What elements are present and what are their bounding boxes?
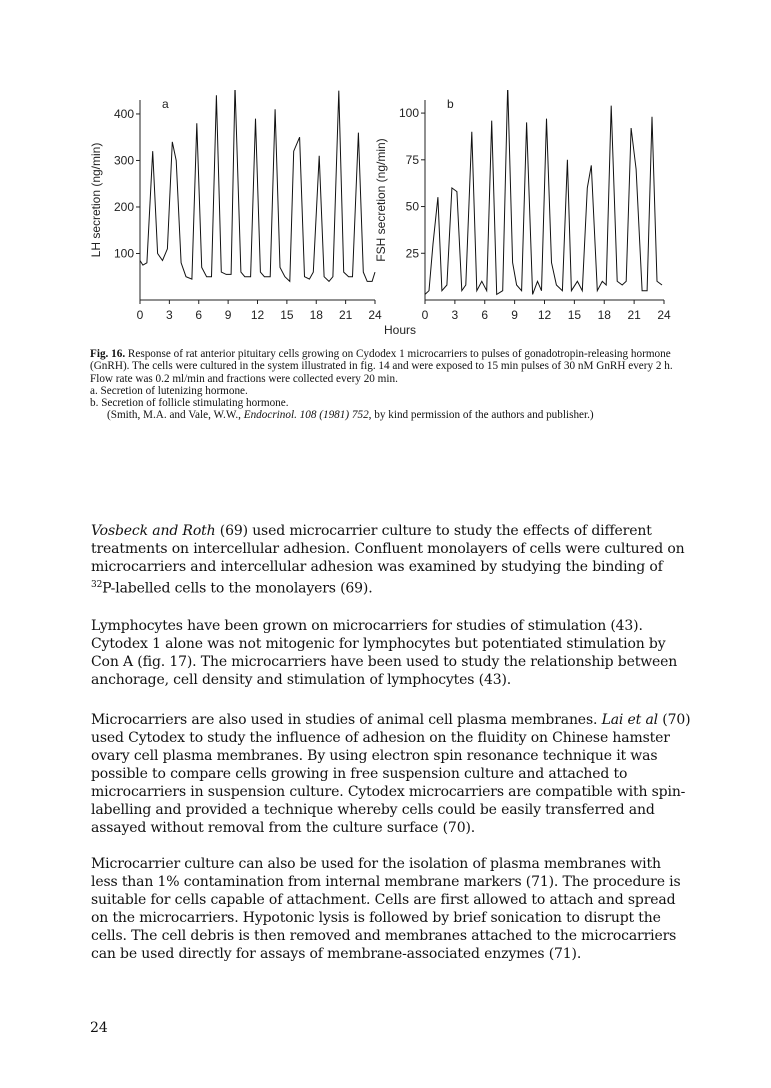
lh-x-tick-label: 21 [338, 308, 353, 322]
fsh-x-tick-label: 24 [657, 308, 671, 322]
paragraph-lymphocytes [91, 617, 691, 689]
figure-16 [80, 90, 700, 350]
fsh-x-tick-label: 15 [567, 308, 582, 322]
lh-y-tick-label: 100 [113, 246, 134, 261]
lh-x-tick-label: 9 [224, 308, 232, 322]
fsh-x-tick-label: 9 [511, 308, 518, 322]
fsh-x-tick-label: 3 [451, 308, 459, 322]
paragraph-authors: Lai et al [601, 712, 658, 728]
lh-x-tick-label: 0 [136, 308, 144, 322]
figure-caption [90, 348, 690, 422]
lh-x-tick-label: 15 [280, 308, 294, 322]
lh-y-axis-title: LH secretion (ng/min) [89, 142, 103, 258]
fsh-y-axis-title: FSH secretion (ng/min) [374, 138, 388, 262]
fsh-y-tick-label: 50 [405, 199, 419, 214]
paragraph-isolation [91, 855, 691, 963]
caption-fig-label: Fig. 16. [90, 348, 126, 360]
panel-label-lh: a [162, 97, 169, 111]
paragraph-text: Microcarriers are also used in studies of animal cell plasma membranes. [91, 712, 602, 728]
lh-x-tick-label: 6 [195, 308, 203, 322]
fsh-series-line [425, 90, 662, 294]
paragraph-text: Lymphocytes have been grown on microcarriers for studies of stimulation (43). Cytodex 1 alone was not mitogenic for lymphocytes but potentiated stimulation by Con A (fig. 17). The microcarriers have been used to study the relationship between anchorage, cell density and stimulation of lymphocytes (43). [91, 618, 678, 688]
lh-y-tick-label: 400 [113, 106, 134, 121]
fsh-x-tick-label: 21 [627, 308, 641, 322]
fsh-y-tick-label: 100 [398, 106, 419, 121]
isotope-superscript: 32 [91, 580, 103, 590]
fsh-x-tick-label: 12 [537, 308, 552, 322]
paragraph-text: Microcarrier culture can also be used for the isolation of plasma membranes with less than 1% contamination from internal membrane markers (71). The procedure is suitable for cells capable of attachment. Cells are first allowed to attach and spread on the microcarriers. Hypotonic lysis is followed by brief sonication to disrupt the cells. The cell debris is then removed and membranes attached to the microcarriers can be used directly for assays of membrane-associated enzymes (71). [91, 856, 681, 962]
paragraph-text: P-labelled cells to the monolayers (69). [102, 580, 373, 597]
fsh-y-tick-label: 25 [405, 246, 419, 261]
fsh-x-tick-label: 0 [421, 308, 429, 322]
citation-prefix: (Smith, M.A. and Vale, W.W., [107, 409, 244, 422]
lh-x-tick-label: 18 [309, 308, 323, 322]
citation-suffix: , by kind permission of the authors and publisher.) [368, 409, 594, 422]
paragraph-authors: Vosbeck and Roth [91, 523, 216, 539]
caption-item-a: a. Secretion of lutenizing hormone. [90, 384, 248, 397]
panel-label-fsh: b [447, 97, 454, 111]
paragraph-plasma-membranes [91, 711, 691, 837]
lh-x-tick-label: 12 [250, 308, 265, 322]
paragraph-vosbeck [91, 522, 691, 598]
x-axis-title: Hours [383, 323, 417, 337]
paragraph-text: (70) used Cytodex to study the influence of adhesion on the fluidity on Chinese hamster ovary cell plasma membranes. By using electron spin resonance technique it was possible to compare cells growing in free suspension culture and attached to microcarriers in suspension culture. Cytodex microcarriers are compatible with spin-labelling and provided a technique whereby cells could be easily transferred and assayed without removal from the culture surface (70). [91, 712, 691, 836]
fsh-x-tick-label: 18 [597, 308, 611, 322]
caption-citation [90, 409, 690, 421]
paragraph-text: (69) used microcarrier culture to study the effects of different treatments on intercellular adhesion. Confluent monolayers of cells were cultured on microcarriers and intercellular adhesion was examined by studying the binding of [91, 523, 685, 575]
lh-x-tick-label: 24 [368, 308, 382, 322]
lh-x-tick-label: 3 [166, 308, 173, 322]
figure-16-charts [80, 90, 700, 350]
lh-y-tick-label: 200 [113, 199, 134, 214]
page-number: 24 [90, 1020, 108, 1036]
lh-series-line [140, 90, 375, 281]
caption-item-b: b. Secretion of follicle stimulating hormone. [90, 397, 289, 410]
caption-text: Response of rat anterior pituitary cells growing on Cydodex 1 microcarriers to pulses of gonadotropin-releasing hormone (GnRH). The cells were cultured in the system illustrated in fig. 14 and were exposed to 15 min pulses of 30 nM GnRH every 2 h. Flow rate was 0.2 ml/min and fractions were collected every 20 min. [90, 348, 673, 385]
fsh-x-tick-label: 6 [481, 308, 489, 322]
fsh-y-tick-label: 75 [405, 152, 419, 167]
citation-journal: Endocrinol. 108 (1981) 752 [243, 409, 369, 422]
lh-y-tick-label: 300 [113, 153, 134, 168]
